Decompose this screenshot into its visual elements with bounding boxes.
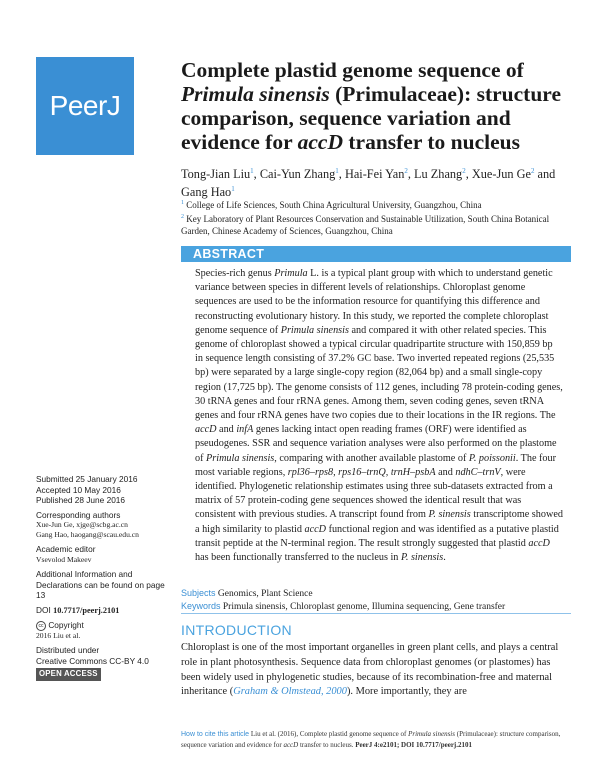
title-part-2: (Primulaceae): structure comparison, sequence variation and evidence for (181, 82, 561, 154)
peerj-logo-text: PeerJ (49, 90, 121, 121)
keywords-label: Keywords (181, 601, 221, 611)
doi (36, 605, 166, 617)
published-date: Published 28 June 2016 (36, 495, 126, 506)
affiliation-item: $^1$ College of Life Sciences, South China Agricultural University, Guangzhou, China (181, 200, 482, 210)
copyright (36, 620, 166, 641)
copyright-label: Copyright (48, 620, 84, 631)
copyright-icon: cc (36, 621, 46, 631)
subjects-value[interactable]: Genomics, Plant Science (217, 589, 313, 599)
article-sidebar (36, 474, 166, 685)
additional-info[interactable]: Additional Information and Declarations can be found on page 13 (36, 568, 165, 601)
title-gene: accD (297, 130, 343, 154)
corresponding-author-email[interactable]: Xue-Jun Ge, xjge@scbg.ac.cn (36, 520, 128, 530)
keywords (181, 600, 571, 613)
abstract-text: Species-rich genus Primula L. is a typical plant group with which to understand genetic variance between species in different levels of relationships. Chloroplast genome sequences are used to be the information resource for quantifying this difference and reconstructing evolutionary history. In this study, we reported the complete chloroplast genome sequence of Primula sinensis and compared it with other related species. This genome of chloroplast showed a typical circular quadripartite structure with 150,859 bp in sequence length consisting of 37.2% GC base. Two inverted repeated regions (25,535 bp) were separated by a large single-copy region (82,064 bp) and a small single-copy region (17,725 bp). The genome consists of 112 genes, including 78 protein-coding genes, 30 tRNA genes and four rRNA genes. Among them, seven coding genes, seven tRNA genes and four rRNA genes have two copies due to their locations in the IR regions. The accD and infA genes lacking intact open reading frames (ORF) were identified as pseudogenes. SSR and sequence variation analyses were also performed on the plastome of Primula sinensis, comparing with another available plastome of P. poissonii. The four most variable regions, rpl36–rps8, rps16–trnQ, trnH–psbA and ndhC–trnV, were identified. Phylogenetic relationship estimates using three sub-datasets extracted from a matrix of 57 protein-coding gene sequences showed the identical result that was consistent with previous studies. A transcript found from P. sinensis transcriptome showed a high similarity to plastid accD functional region and was identified as a putative plastid transit peptide at the N-terminal region. The result strongly suggested that plastid accD has been functionally transferred to the nucleus in P. sinensis. (195, 268, 563, 564)
reference-link[interactable]: Graham & Olmstead, 2000 (233, 686, 347, 698)
introduction-text: Chloroplast is one of the most important organelles in green plant cells, and plays a central role in plant photosynthesis. Sequence data from chloroplast genomes (or plastomes) has been widely used in phylogenetic studies, because of its recombination-free and maternal inheritance (Graham & Olmstead, 2000). More importantly, they are (181, 642, 559, 698)
how-to-cite: How to cite this article Liu et al. (2016), Complete plastid genome sequence of Primula sinensis (Primulaceae): structure comparison, sequence variation and evidence for accD transfer to nucleus. PeerJ 4:e2101; DOI 10.7717/peerj.2101 (181, 730, 561, 749)
author-list: Tong-Jian Liu$^1$, Cai-Yun Zhang$^1$, Hai-Fei Yan$^2$, Lu Zhang$^2$, Xue-Jun Ge$^2$ and Gang Hao$^1$ (181, 167, 556, 200)
title-part-1: Complete plastid genome sequence of (181, 58, 524, 82)
author-link[interactable]: Hai-Fei Yan$^2$ (344, 167, 408, 182)
license-link[interactable]: Creative Commons CC-BY 4.0 (36, 655, 149, 666)
accepted-date: Accepted 10 May 2016 (36, 484, 121, 495)
keywords-value[interactable]: Primula sinensis, Chloroplast genome, Illumina sequencing, Gene transfer (222, 602, 506, 612)
author-link[interactable]: Lu Zhang$^2$ (414, 167, 466, 182)
abstract-heading: ABSTRACT (181, 246, 571, 262)
open-access-badge: OPEN ACCESS (36, 668, 101, 681)
license (36, 645, 166, 681)
copyright-holder: 2016 Liu et al. (36, 631, 81, 641)
author-link[interactable]: Cai-Yun Zhang$^1$ (259, 167, 339, 182)
author-link[interactable]: Xue-Jun Ge$^2$ (471, 167, 535, 182)
corresponding-author-email[interactable]: Gang Hao, haogang@scau.edu.cn (36, 530, 139, 540)
section-divider (181, 613, 571, 614)
paper-title (181, 58, 566, 154)
distributed-label: Distributed under (36, 645, 100, 656)
author-link[interactable]: Tong-Jian Liu$^1$ (181, 167, 254, 182)
corresponding-authors (36, 510, 166, 541)
academic-editor (36, 544, 166, 565)
editor-name: Vsevolod Makeev (36, 554, 92, 564)
subjects-label: Subjects (181, 588, 216, 598)
editor-label: Academic editor (36, 544, 96, 555)
cite-doi[interactable]: PeerJ 4:e2101; DOI 10.7717/peerj.2101 (355, 741, 473, 749)
corresponding-label: Corresponding authors (36, 509, 121, 520)
dates (36, 474, 166, 506)
title-part-3: transfer to nucleus (343, 130, 520, 154)
affiliation-item: $^2$ Key Laboratory of Plant Resources Conservation and Sustainable Utilization, South China Botanical Garden, Chinese Academy of Sciences, Guangzhou, China (181, 214, 550, 236)
author-link[interactable]: Gang Hao$^1$ (181, 185, 235, 200)
affiliations (181, 197, 561, 237)
subjects (181, 587, 571, 600)
peerj-logo (36, 57, 134, 155)
doi-label: DOI (36, 604, 51, 615)
submitted-date: Submitted 25 January 2016 (36, 474, 138, 484)
title-species: Primula sinensis (181, 82, 330, 106)
cite-label: How to cite this article (181, 731, 250, 738)
doi-link[interactable]: 10.7717/peerj.2101 (53, 605, 120, 615)
introduction-heading: INTRODUCTION (181, 622, 292, 638)
